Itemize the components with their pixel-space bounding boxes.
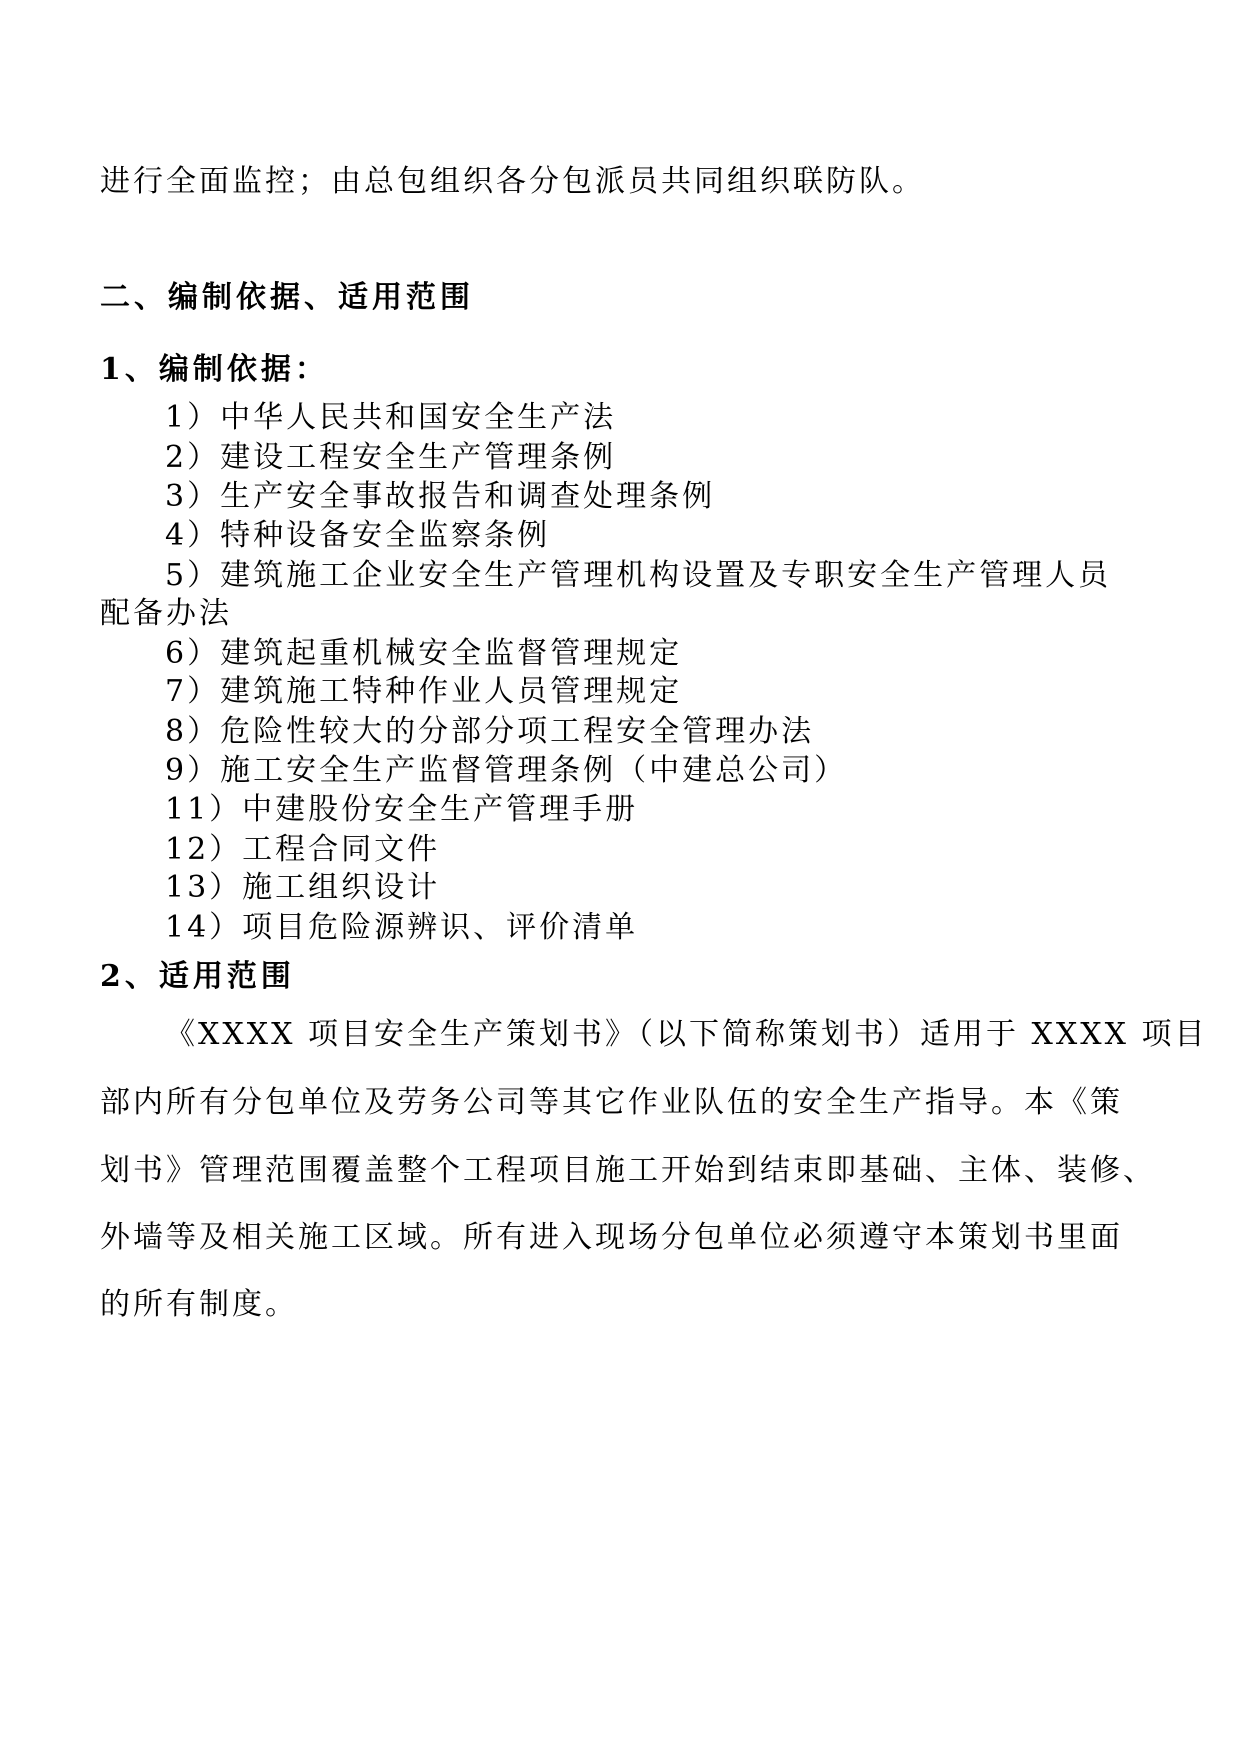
subsection-heading-basis: 1、编制依据：: [100, 352, 329, 387]
basis-list-item: 4）特种设备安全监察条例: [165, 518, 551, 553]
scope-paragraph-line: 《XXXX 项目安全生产策划书》（以下简称策划书）适用于 XXXX 项目: [165, 1017, 1208, 1052]
basis-list-item: 1）中华人民共和国安全生产法: [165, 400, 617, 435]
scope-paragraph-line: 的所有制度。: [100, 1287, 298, 1322]
subsection-heading-scope: 2、适用范围: [100, 959, 295, 994]
section-heading: 二、编制依据、适用范围: [100, 280, 474, 315]
basis-list-item: 13）施工组织设计: [165, 870, 441, 905]
basis-list-item: 14）项目危险源辨识、评价清单: [165, 910, 639, 945]
basis-list-item: 7）建筑施工特种作业人员管理规定: [165, 674, 683, 709]
basis-list-item: 8）危险性较大的分部分项工程安全管理办法: [165, 714, 815, 749]
basis-list-item: 2）建设工程安全生产管理条例: [165, 440, 617, 475]
basis-list-item-continuation: 配备办法: [100, 596, 232, 631]
intro-paragraph-line: 进行全面监控；由总包组织各分包派员共同组织联防队。: [100, 164, 925, 199]
basis-list-item: 11）中建股份安全生产管理手册: [165, 792, 639, 827]
basis-list-item: 9）施工安全生产监督管理条例（中建总公司）: [165, 753, 848, 788]
scope-paragraph-line: 部内所有分包单位及劳务公司等其它作业队伍的安全生产指导。本《策: [100, 1085, 1123, 1120]
scope-paragraph-line: 外墙等及相关施工区域。所有进入现场分包单位必须遵守本策划书里面: [100, 1220, 1123, 1255]
basis-list-item: 6）建筑起重机械安全监督管理规定: [165, 636, 683, 671]
basis-list-item: 5）建筑施工企业安全生产管理机构设置及专职安全生产管理人员: [165, 558, 1112, 593]
scope-paragraph-line: 划书》管理范围覆盖整个工程项目施工开始到结束即基础、主体、装修、: [100, 1153, 1156, 1188]
basis-list-item: 12）工程合同文件: [165, 832, 441, 867]
basis-list-item: 3）生产安全事故报告和调查处理条例: [165, 479, 716, 514]
